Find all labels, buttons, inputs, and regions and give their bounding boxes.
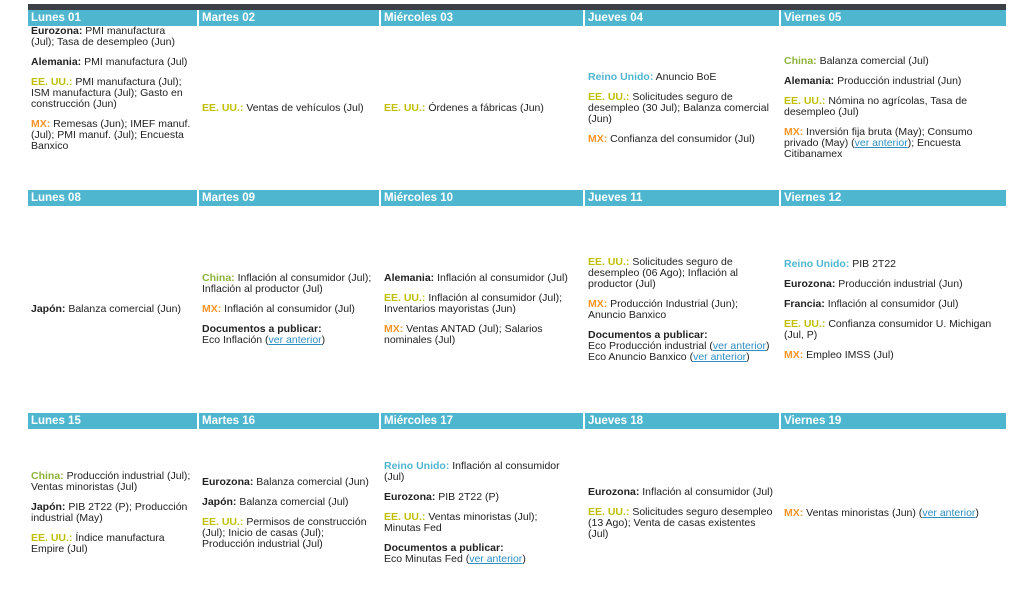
day-header: Lunes 01 bbox=[28, 10, 199, 26]
country-label: Eurozona: bbox=[202, 475, 254, 488]
document-name: Eco Inflación ( bbox=[202, 334, 269, 346]
week-body-row bbox=[28, 26, 1006, 190]
event-text: Confianza del consumidor (Jul) bbox=[610, 132, 755, 145]
event-item bbox=[202, 103, 373, 114]
event-item bbox=[31, 304, 191, 315]
event-text-suffix: ); Encuesta Citibanamex bbox=[784, 137, 961, 160]
country-label: Reino Unido: bbox=[588, 70, 654, 83]
day-header: Lunes 08 bbox=[28, 190, 199, 206]
week-header-row bbox=[28, 190, 1006, 206]
day-header: Miércoles 17 bbox=[381, 413, 585, 429]
event-text: PMI manufactura (Jul); Tasa de desempleo (Jun) bbox=[31, 25, 175, 48]
country-label: Eurozona: bbox=[588, 485, 640, 498]
event-item bbox=[384, 293, 577, 315]
country-label: Reino Unido: bbox=[784, 257, 850, 270]
country-label: Eurozona: bbox=[384, 491, 436, 503]
document-suffix: ) bbox=[746, 350, 750, 363]
event-item bbox=[31, 57, 191, 68]
country-label: Reino Unido: bbox=[384, 460, 450, 472]
country-label: EE. UU.: bbox=[588, 90, 630, 103]
event-text: Ventas minoristas (Jul); Minutas Fed bbox=[384, 511, 538, 534]
ver-anterior-link[interactable]: ver anterior bbox=[469, 553, 523, 565]
event-item bbox=[202, 273, 373, 295]
country-label: Japón: bbox=[202, 495, 237, 508]
week-body-row bbox=[28, 206, 1006, 413]
country-label: Japón: bbox=[31, 501, 66, 513]
event-text: Producción Industrial (Jun); Anuncio Banxico bbox=[588, 297, 738, 321]
document-line bbox=[202, 335, 373, 346]
documents-block bbox=[588, 330, 773, 363]
event-item bbox=[384, 324, 577, 346]
day-cell bbox=[585, 429, 781, 597]
event-text: Solicitudes seguro de desempleo (06 Ago); Inflación al productor (Jul) bbox=[588, 255, 739, 290]
event-text: PMI manufactura (Jul) bbox=[84, 56, 188, 68]
event-item bbox=[202, 304, 373, 315]
event-text: Balanza comercial (Jun) bbox=[256, 475, 369, 488]
event-item bbox=[202, 477, 373, 488]
country-label: MX: bbox=[784, 126, 804, 138]
country-label: MX: bbox=[784, 348, 804, 361]
day-cell bbox=[199, 206, 381, 413]
country-label: MX: bbox=[588, 297, 608, 310]
event-item bbox=[384, 461, 577, 483]
document-suffix: ) bbox=[766, 339, 770, 352]
ver-anterior-link[interactable]: ver anterior bbox=[712, 339, 767, 352]
country-label: EE. UU.: bbox=[202, 515, 244, 528]
ver-anterior-link[interactable]: ver anterior bbox=[268, 334, 322, 346]
event-item bbox=[588, 507, 773, 540]
day-cell bbox=[28, 429, 199, 597]
day-header: Viernes 12 bbox=[781, 190, 1006, 206]
event-item bbox=[31, 533, 191, 555]
documents-block bbox=[384, 543, 577, 565]
event-text: Balanza comercial (Jul) bbox=[819, 55, 929, 67]
document-line bbox=[384, 554, 577, 565]
event-item bbox=[384, 103, 577, 114]
event-item bbox=[384, 273, 577, 284]
country-label: MX: bbox=[202, 303, 222, 315]
event-item bbox=[784, 56, 998, 67]
event-text: Inflación al consumidor (Jul); Inflación al productor (Jul) bbox=[202, 272, 372, 295]
event-text: Anuncio BoE bbox=[655, 70, 717, 83]
day-header: Martes 16 bbox=[199, 413, 381, 429]
day-cell bbox=[199, 26, 381, 190]
event-text: Remesas (Jun); IMEF manuf. (Jul); PMI manuf. (Jul); Encuesta Banxico bbox=[31, 118, 191, 152]
day-cell bbox=[585, 206, 781, 413]
country-label: Eurozona: bbox=[31, 25, 83, 37]
event-item bbox=[784, 299, 998, 310]
event-item bbox=[784, 508, 998, 519]
country-label: MX: bbox=[384, 323, 404, 335]
country-label: EE. UU.: bbox=[31, 532, 73, 544]
event-text: Balanza comercial (Jul) bbox=[239, 495, 349, 508]
event-item bbox=[784, 279, 998, 290]
event-text-suffix: ) bbox=[975, 506, 979, 519]
event-text: Inflación al consumidor (Jul) bbox=[827, 297, 959, 310]
event-item bbox=[784, 127, 998, 160]
event-item bbox=[384, 512, 577, 534]
day-header: Martes 09 bbox=[199, 190, 381, 206]
event-item bbox=[588, 299, 773, 321]
country-label: EE. UU.: bbox=[784, 95, 826, 107]
documents-block bbox=[202, 324, 373, 346]
country-label: China: bbox=[31, 470, 64, 482]
day-header: Viernes 05 bbox=[781, 10, 1006, 26]
day-cell bbox=[199, 429, 381, 597]
country-label: EE. UU.: bbox=[588, 505, 630, 518]
country-label: Alemania: bbox=[784, 75, 835, 87]
day-cell bbox=[585, 26, 781, 190]
day-cell bbox=[781, 206, 1006, 413]
day-cell bbox=[381, 26, 585, 190]
event-text: Permisos de construcción (Jul); Inicio de casas (Jul); Producción industrial (Jul) bbox=[202, 515, 367, 550]
week-header-row bbox=[28, 10, 1006, 26]
event-item bbox=[588, 487, 773, 498]
day-header: Jueves 18 bbox=[585, 413, 781, 429]
day-header: Martes 02 bbox=[199, 10, 381, 26]
event-item bbox=[588, 134, 773, 145]
event-text: Inflación al consumidor (Jul) bbox=[642, 485, 773, 498]
documents-title: Documentos a publicar: bbox=[384, 542, 504, 554]
country-label: MX: bbox=[31, 118, 51, 130]
day-header: Miércoles 10 bbox=[381, 190, 585, 206]
event-text: Órdenes a fábricas (Jun) bbox=[428, 101, 544, 114]
country-label: China: bbox=[202, 272, 235, 284]
event-text: Solicitudes seguro de desempleo (30 Jul); Balanza comercial (Jun) bbox=[588, 90, 769, 125]
event-text: PIB 2T22 (P) bbox=[438, 491, 499, 503]
event-item bbox=[202, 497, 373, 508]
document-name: Eco Producción industrial ( bbox=[588, 339, 713, 352]
event-item bbox=[588, 257, 773, 290]
country-label: EE. UU.: bbox=[588, 255, 630, 268]
document-suffix: ) bbox=[321, 334, 326, 346]
event-item bbox=[588, 92, 773, 125]
day-header: Viernes 19 bbox=[781, 413, 1006, 429]
day-header: Jueves 11 bbox=[585, 190, 781, 206]
event-item bbox=[784, 259, 998, 270]
event-text: Producción industrial (Jun) bbox=[837, 75, 962, 87]
event-text: Inflación al consumidor (Jul) bbox=[437, 272, 568, 284]
country-label: EE. UU.: bbox=[384, 101, 426, 114]
document-name: Eco Anuncio Banxico ( bbox=[588, 350, 694, 363]
event-text: Empleo IMSS (Jul) bbox=[806, 348, 894, 361]
country-label: MX: bbox=[784, 506, 804, 519]
document-name: Eco Minutas Fed ( bbox=[384, 553, 470, 565]
day-header: Lunes 15 bbox=[28, 413, 199, 429]
event-text: Inflación al consumidor (Jul) bbox=[224, 303, 355, 315]
documents-title: Documentos a publicar: bbox=[588, 328, 708, 341]
country-label: EE. UU.: bbox=[384, 292, 426, 304]
event-text: Confianza consumidor U. Michigan (Jul, P) bbox=[784, 317, 992, 341]
country-label: China: bbox=[784, 55, 817, 67]
week-body-row bbox=[28, 429, 1006, 597]
event-item bbox=[31, 119, 191, 152]
document-line bbox=[588, 352, 773, 363]
ver-anterior-link[interactable]: ver anterior bbox=[693, 350, 747, 363]
event-text: Ventas de vehículos (Jul) bbox=[246, 101, 364, 114]
event-text: PIB 2T22 (P); Producción industrial (May) bbox=[31, 501, 188, 524]
event-text: Solicitudes seguro desempleo (13 Ago); Venta de casas existentes (Jul) bbox=[588, 505, 773, 540]
event-text: Inversión fija bruta (May); Consumo privado (May) ( bbox=[784, 126, 973, 149]
event-item bbox=[384, 492, 577, 503]
event-text: PMI manufactura (Jul); ISM manufactura (Jul); Gasto en construcción (Jun) bbox=[31, 76, 183, 110]
event-item bbox=[31, 77, 191, 110]
event-item bbox=[202, 517, 373, 550]
event-text: Balanza comercial (Jun) bbox=[68, 303, 181, 315]
day-header: Miércoles 03 bbox=[381, 10, 585, 26]
event-text: Ventas ANTAD (Jul); Salarios nominales (Jul) bbox=[384, 323, 543, 346]
day-cell bbox=[781, 429, 1006, 597]
event-item bbox=[784, 350, 998, 361]
event-text: Nómina no agrícolas, Tasa de desempleo (Jul) bbox=[784, 95, 968, 118]
event-item bbox=[31, 502, 191, 524]
event-item bbox=[31, 26, 191, 48]
country-label: Alemania: bbox=[31, 56, 82, 68]
country-label: EE. UU.: bbox=[31, 76, 73, 88]
country-label: Francia: bbox=[784, 297, 825, 310]
day-cell bbox=[381, 429, 585, 597]
country-label: EE. UU.: bbox=[202, 101, 244, 114]
event-text: PIB 2T22 bbox=[852, 257, 897, 270]
country-label: Eurozona: bbox=[784, 277, 836, 290]
event-item bbox=[784, 319, 998, 341]
ver-anterior-link[interactable]: ver anterior bbox=[922, 506, 976, 519]
event-item bbox=[784, 96, 998, 118]
day-cell bbox=[28, 26, 199, 190]
day-cell bbox=[28, 206, 199, 413]
country-label: MX: bbox=[588, 132, 608, 145]
document-suffix: ) bbox=[522, 553, 526, 565]
event-item bbox=[588, 72, 773, 83]
day-header: Jueves 04 bbox=[585, 10, 781, 26]
country-label: Japón: bbox=[31, 303, 66, 315]
event-text: Inflación al consumidor (Jul); Inventarios mayoristas (Jun) bbox=[384, 292, 562, 315]
day-cell bbox=[781, 26, 1006, 190]
event-item bbox=[784, 76, 998, 87]
country-label: Alemania: bbox=[384, 272, 435, 284]
economic-calendar bbox=[28, 10, 1006, 597]
country-label: EE. UU.: bbox=[384, 511, 426, 523]
event-text: Producción industrial (Jun) bbox=[838, 277, 963, 290]
ver-anterior-link[interactable]: ver anterior bbox=[854, 137, 908, 149]
country-label: EE. UU.: bbox=[784, 317, 826, 330]
day-cell bbox=[381, 206, 585, 413]
event-text: Producción industrial (Jul); Ventas minoristas (Jul) bbox=[31, 470, 191, 493]
event-text: Ventas minoristas (Jun) ( bbox=[806, 506, 923, 519]
event-item bbox=[31, 471, 191, 493]
week-header-row bbox=[28, 413, 1006, 429]
event-text: Índice manufactura Empire (Jul) bbox=[31, 532, 165, 555]
event-text: Inflación al consumidor (Jul) bbox=[384, 460, 560, 483]
documents-title: Documentos a publicar: bbox=[202, 323, 322, 335]
